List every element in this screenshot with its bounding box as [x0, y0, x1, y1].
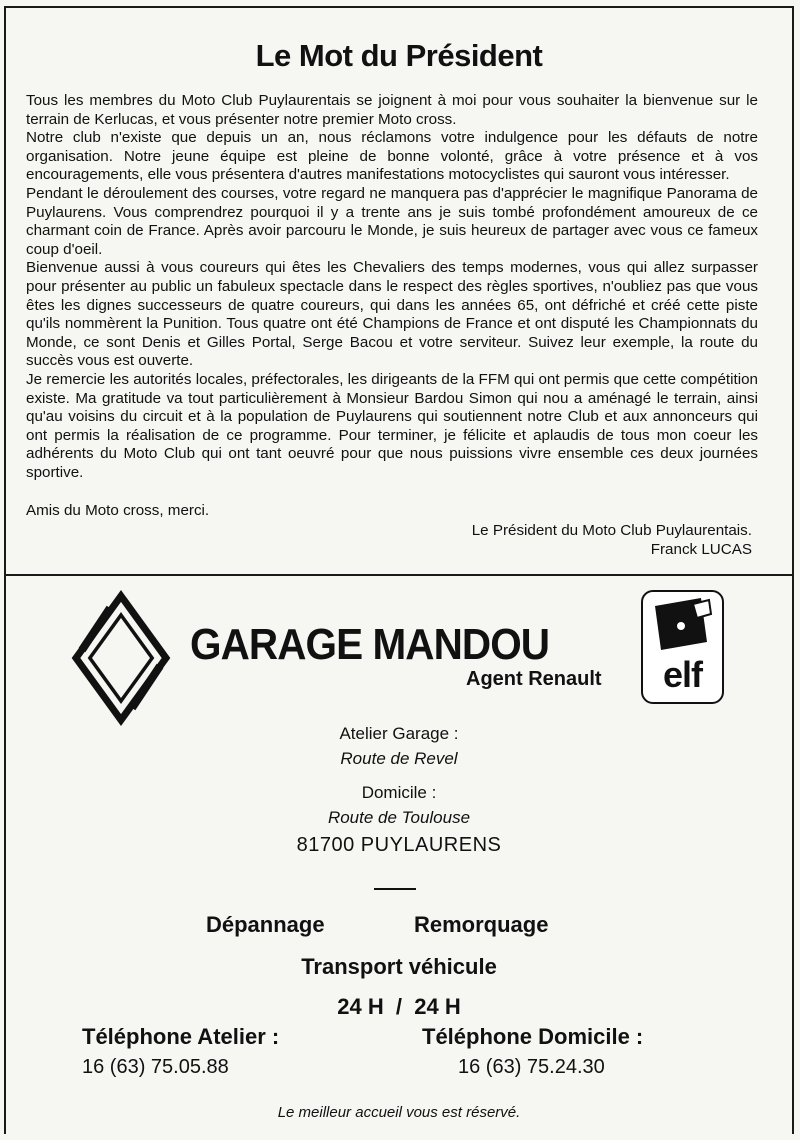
- article-paragraph: Notre club n'existe que depuis un an, nous réclamons votre indulgence pour les défauts de notre organisation. Notre jeune équipe est pleine de bonne volonté, grâce à votre présence et à vos encouragements, elle vous présentera d'autres manifestations motocyclistes qui sauront vous intéresser.: [26, 129, 758, 184]
- article-paragraph: Tous les membres du Moto Club Puylaurentais se joignent à moi pour vous souhaiter la bienvenue sur le terrain de Kerlucas, et vous présenter notre premier Moto cross.: [26, 92, 758, 128]
- home-label: Domicile :: [361, 783, 437, 802]
- garage-city: 81700 PUYLAURENS: [296, 834, 502, 856]
- article-closing: Amis du Moto cross, merci.: [26, 502, 210, 519]
- agent-renault: Agent Renault: [466, 668, 602, 690]
- service-depannage: Dépannage: [206, 912, 325, 937]
- home-address: Route de Toulouse: [327, 808, 471, 827]
- workshop-label: Atelier Garage :: [339, 724, 459, 743]
- service-transport: Transport véhicule: [301, 954, 497, 979]
- page-sheet: [4, 6, 794, 1134]
- service-remorquage: Remorquage: [414, 912, 549, 937]
- article-title: Le Mot du Président: [255, 38, 543, 73]
- elf-drop-icon: [643, 592, 722, 654]
- workshop-address: Route de Revel: [340, 749, 458, 768]
- article-paragraph: Je remercie les autorités locales, préfectorales, les dirigeants de la FFM qui ont permis que cette compétition existe. Ma gratitude va tout particulièrement à Monsieur Bardou Simon qui nou a aménagé le terrain, ainsi qu'au voisins du circuit et à la population de Puylaurens qui soutiennent notre Club et aux annonceurs qui ont permis la réalisation de ce programme. Pour terminer, je félicite et aplaudis de tous mon coeur les adhérents du Moto Club qui ont tant oeuvré pour que nous puissions vivre ensemble ces deux journées sportive.: [26, 370, 758, 481]
- article-body: [26, 92, 758, 482]
- service-hours: 24 H / 24 H: [337, 994, 461, 1019]
- article-paragraph: Bienvenue aussi à vous coureurs qui êtes les Chevaliers des temps modernes, vous qui allez surpasser pour présenter au public un fabuleux spectacle dans le respect des règles sportives, n'oubliez pas que vous êtes les dignes successeurs de quatre coureurs, qui dans les années 65, ont défriché et créé cette piste qu'ils nommèrent la Punition. Tous quatre ont été Champions de France et ont disputé les Championnats du Monde, ce sont Denis et Gilles Portal, Serge Bacou et votre serviteur. Suivez leur exemple, la route du succès vous est ouverte.: [26, 259, 758, 370]
- section-divider: [6, 574, 792, 576]
- welcome-tagline: Le meilleur accueil vous est réservé.: [277, 1104, 521, 1121]
- phone-workshop-number: 16 (63) 75.05.88: [82, 1056, 229, 1078]
- elf-logo: [641, 590, 724, 704]
- renault-diamond-logo: [66, 588, 176, 728]
- phone-workshop-label: Téléphone Atelier :: [82, 1024, 280, 1049]
- signature-name: Franck LUCAS: [650, 541, 752, 558]
- article-paragraph: Pendant le déroulement des courses, votre regard ne manquera pas d'apprécier le magnifique Panorama de Puylaurens. Vous comprendrez pourquoi il y a trente ans je suis tombé profondément amoureux de ce charmant coin de France. Après avoir parcouru le Monde, je suis heureux de partager avec vous ce fameux coup d'oeil.: [26, 184, 758, 258]
- garage-name: GARAGE MANDOU: [190, 620, 550, 669]
- president-article: [6, 8, 792, 574]
- signature-title: Le Président du Moto Club Puylaurentais.: [471, 522, 752, 539]
- phone-home-number: 16 (63) 75.24.30: [458, 1056, 605, 1078]
- elf-logo-text: elf: [662, 654, 702, 695]
- phone-home-label: Téléphone Domicile :: [422, 1024, 644, 1049]
- short-divider: [374, 888, 416, 890]
